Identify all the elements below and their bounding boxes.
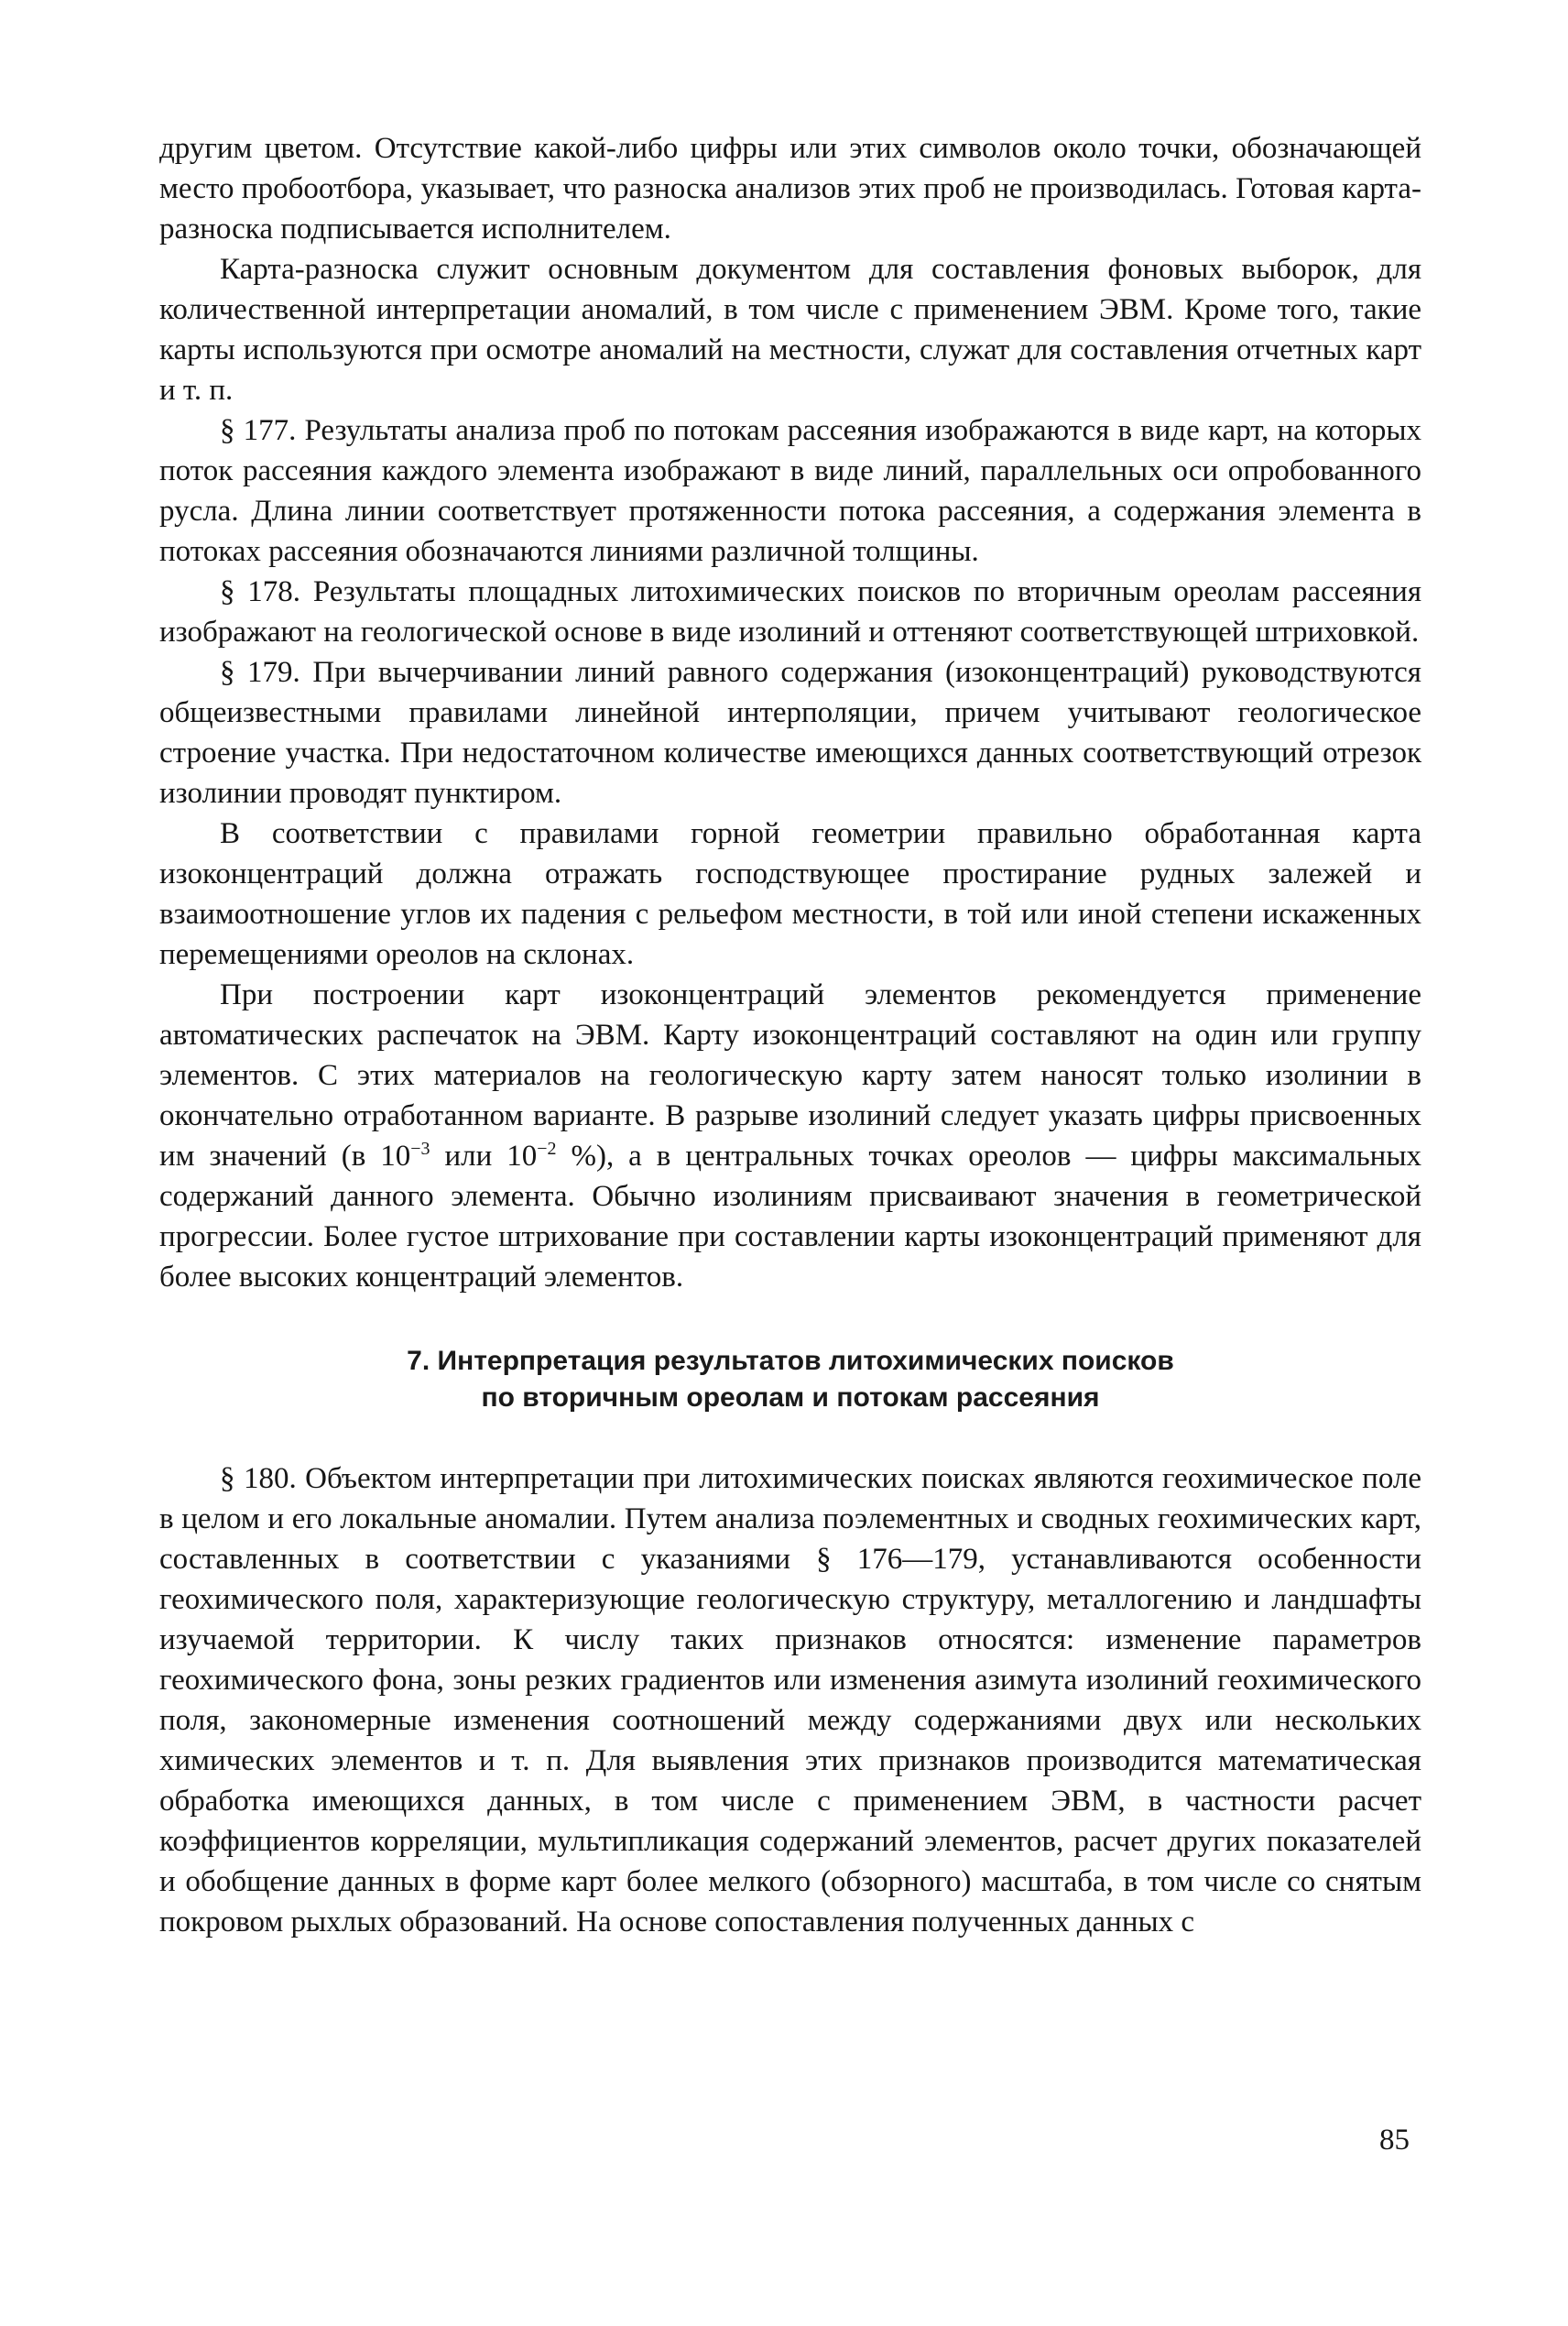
paragraph-mining-geometry: В соответствии с правилами горной геометрии правильно обработанная карта изоконцентраций должна отражать господствующее простирание рудных залежей и взаимоотношение углов их падения с рельефом местности, в той или иной степени искаженных перемещениями ореолов на склонах. — [159, 817, 1421, 971]
section-heading-line-2: по вторичным ореолам и потокам рассеяния — [481, 1382, 1100, 1413]
paragraph-section-177: § 177. Результаты анализа проб по потокам рассеяния изображаются в виде карт, на которых поток рассеяния каждого элемента изображают в виде линий, параллельных оси опробованного русла. Длина линии соответствует протяженности потока рассеяния, а содержания элемента в потоках рассеяния обозначаются линиями различной толщины. — [159, 414, 1421, 568]
page-number: 85 — [1379, 2124, 1410, 2157]
paragraph-continuation: другим цветом. Отсутствие какой-либо цифры или этих символов около точки, обозначающей место пробоотбора, указывает, что разноска анализов этих проб не производилась. Готовая карта-разноска подписывается исполнителем. — [159, 132, 1421, 246]
isoconc-text-2: или 10 — [430, 1140, 538, 1173]
paragraph-section-178: § 178. Результаты площадных литохимических поисков по вторичным ореолам рассеяния изображают на геологической основе в виде изолиний и оттеняют соответствующей штриховкой. — [159, 575, 1421, 649]
paragraph-section-180: § 180. Объектом интерпретации при литохимических поисках являются геохимическое поле в целом и его локальные аномалии. Путем анализа поэлементных и сводных геохимических карт, составленных в соответствии с указаниями § 176—179, устанавливаются особенности геохимического поля, характеризующие геологическую структуру, металлогению и ландшафты изучаемой территории. К числу таких признаков относятся: изменение параметров геохимического фона, зоны резких градиентов или изменения азимута изолиний геохимического поля, закономерные изменения соотношений между содержаниями двух или нескольких химических элементов и т. п. Для выявления этих признаков производится математическая обработка имеющихся данных, в том числе с применением ЭВМ, в частности расчет коэффициентов корреляции, мультипликация содержаний элементов, расчет других показателей и обобщение данных в форме карт более мелкого (обзорного) масштаба, в том числе со снятым покровом рыхлых образований. На основе сопоставления полученных данных с — [159, 1462, 1421, 1938]
isoconc-text-3: %), а в центральных точках ореолов — цифры максимальных содержаний данного элемента. Обычно изолиниям присваивают значения в геометрической прогрессии. Более густое штрихование при составлении карты изоконцентраций применяют для более высоких концентраций элементов. — [159, 1140, 1422, 1294]
section-heading-line-1: 7. Интерпретация результатов литохимических поисков — [407, 1346, 1174, 1376]
page-body — [159, 128, 1421, 1942]
paragraph-isoconcentration — [159, 975, 1421, 1297]
section-heading — [159, 1343, 1421, 1416]
paragraph-map-usage: Карта-разноска служит основным документом для составления фоновых выборок, для количественной интерпретации аномалий, в том числе с применением ЭВМ. Кроме того, такие карты используются при осмотре аномалий на местности, служат для составления отчетных карт и т. п. — [159, 253, 1421, 407]
exponent-minus-3: −3 — [410, 1139, 430, 1159]
exponent-minus-2: −2 — [537, 1139, 557, 1159]
paragraph-section-179: § 179. При вычерчивании линий равного содержания (изоконцентраций) руководствуются общеизвестными правилами линейной интерполяции, причем учитывают геологическое строение участка. При недостаточном количестве имеющихся данных соответствующий отрезок изолинии проводят пунктиром. — [159, 656, 1421, 810]
isoconc-text-1: При построении карт изоконцентраций элементов рекомендуется применение автоматических распечаток на ЭВМ. Карту изоконцентраций составляют на один или группу элементов. С этих материалов на геологическую карту затем наносят только изолинии в окончательно отработанном варианте. В разрыве изолиний следует указать цифры присвоенных им значений (в 10 — [159, 978, 1421, 1173]
